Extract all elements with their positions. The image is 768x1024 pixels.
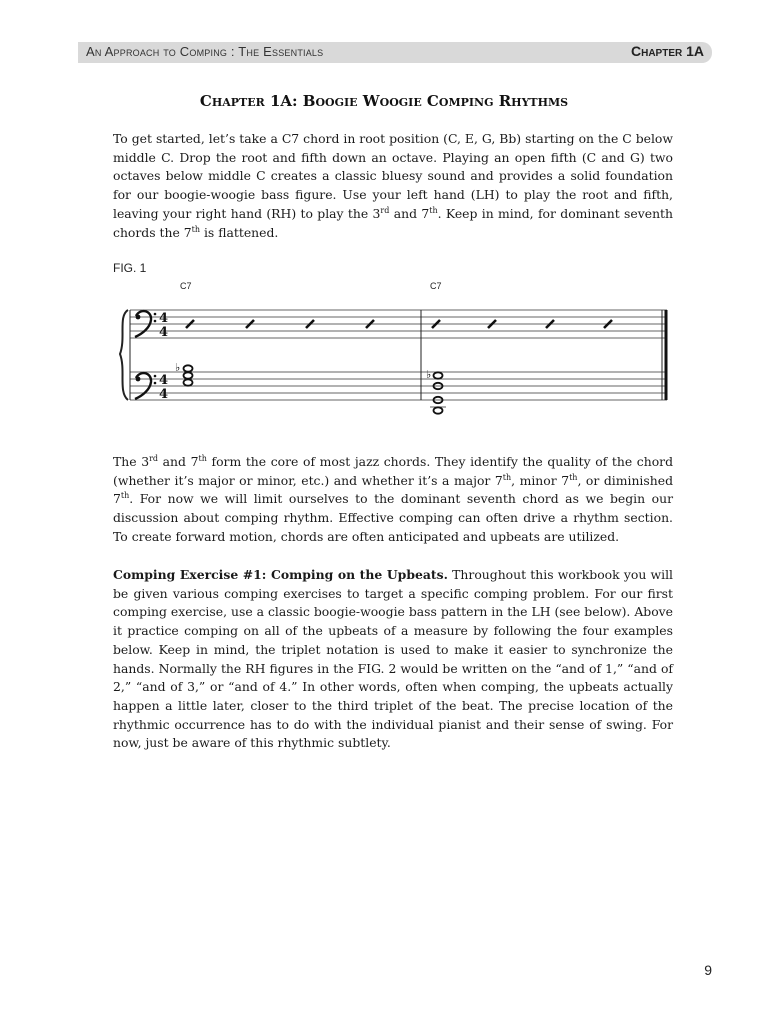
time-signature-lower-top: 4 <box>159 373 169 388</box>
header-chapter: Chapter 1A <box>630 43 704 59</box>
time-signature-upper-bottom: 4 <box>159 325 169 340</box>
paragraph-intro: To get started, let’s take a C7 chord in root position (C, E, G, Bb) starting on the C below middle C. Drop the root and fifth down an octave. Playing an open fifth (C and G) two octaves below middle C creates a classic bluesy sound and provides a solid foundation for our boogie-woogie bass figure. Use your left hand (LH) to play the root and fifth, leaving your right hand (RH) to play the 3rd and 7th. Keep in mind, for dominant seventh chords the 7th is flattened. <box>113 131 674 240</box>
music-notation-figure <box>110 276 670 422</box>
grand-staff-brace <box>120 310 128 400</box>
upper-staff <box>130 310 667 338</box>
lower-staff <box>130 372 667 400</box>
running-header <box>78 42 712 63</box>
exercise-heading: Comping Exercise #1: Comping on the Upbeats. <box>113 567 448 582</box>
chord-symbol-1: C7 <box>180 281 192 291</box>
figure-label: FIG. 1 <box>113 261 147 275</box>
chord-symbol-2: C7 <box>430 281 442 291</box>
time-signature-upper-top: 4 <box>159 311 169 326</box>
page-title: Chapter 1A: Boogie Woogie Comping Rhythms <box>199 92 569 110</box>
flat-sign-icon: ♭ <box>175 361 181 374</box>
header-book-title: An Approach to Comping : The Essentials <box>86 44 324 59</box>
paragraph-jazz-chords: The 3rd and 7th form the core of most jazz chords. They identify the quality of the chord (whether it’s major or minor, etc.) and whether it’s a major 7th, minor 7th, or diminished 7th. For now we will limit ourselves to the dominant seventh chord as we begin our discussion about comping rhythm. Effective comping can often drive a rhythm section. To create forward motion, chords are often anticipated and upbeats are utilized. <box>113 454 674 544</box>
page-number: 9 <box>704 962 712 978</box>
whole-note-chord-measure-1 <box>175 361 193 386</box>
paragraph-comping-exercise: Comping Exercise #1: Comping on the Upbeats. Throughout this workbook you will be given various comping exercises to target a specific comping problem. For our first comping exercise, use a classic boogie-woogie bass pattern in the LH (see below). Above it practice comping on all of the upbeats of a measure by following the four examples below. Keep in mind, the triplet notation is used to make it easier to synchronize the hands. Normally the RH figures in the FIG. 2 would be written on the “and of 1,” “and of 2,” “and of 3,” or “and of 4.” In other words, often when comping, the upbeats actually happen a little later, closer to the third triplet of the beat. The precise location of the rhythmic occurrence has to do with the individual pianist and their sense of swing. For now, just be aware of this rhythmic subtlety. <box>113 567 674 751</box>
whole-note-chord-measure-2 <box>426 368 446 414</box>
time-signature-lower-bottom: 4 <box>159 387 169 402</box>
flat-sign-icon: ♭ <box>426 368 432 381</box>
